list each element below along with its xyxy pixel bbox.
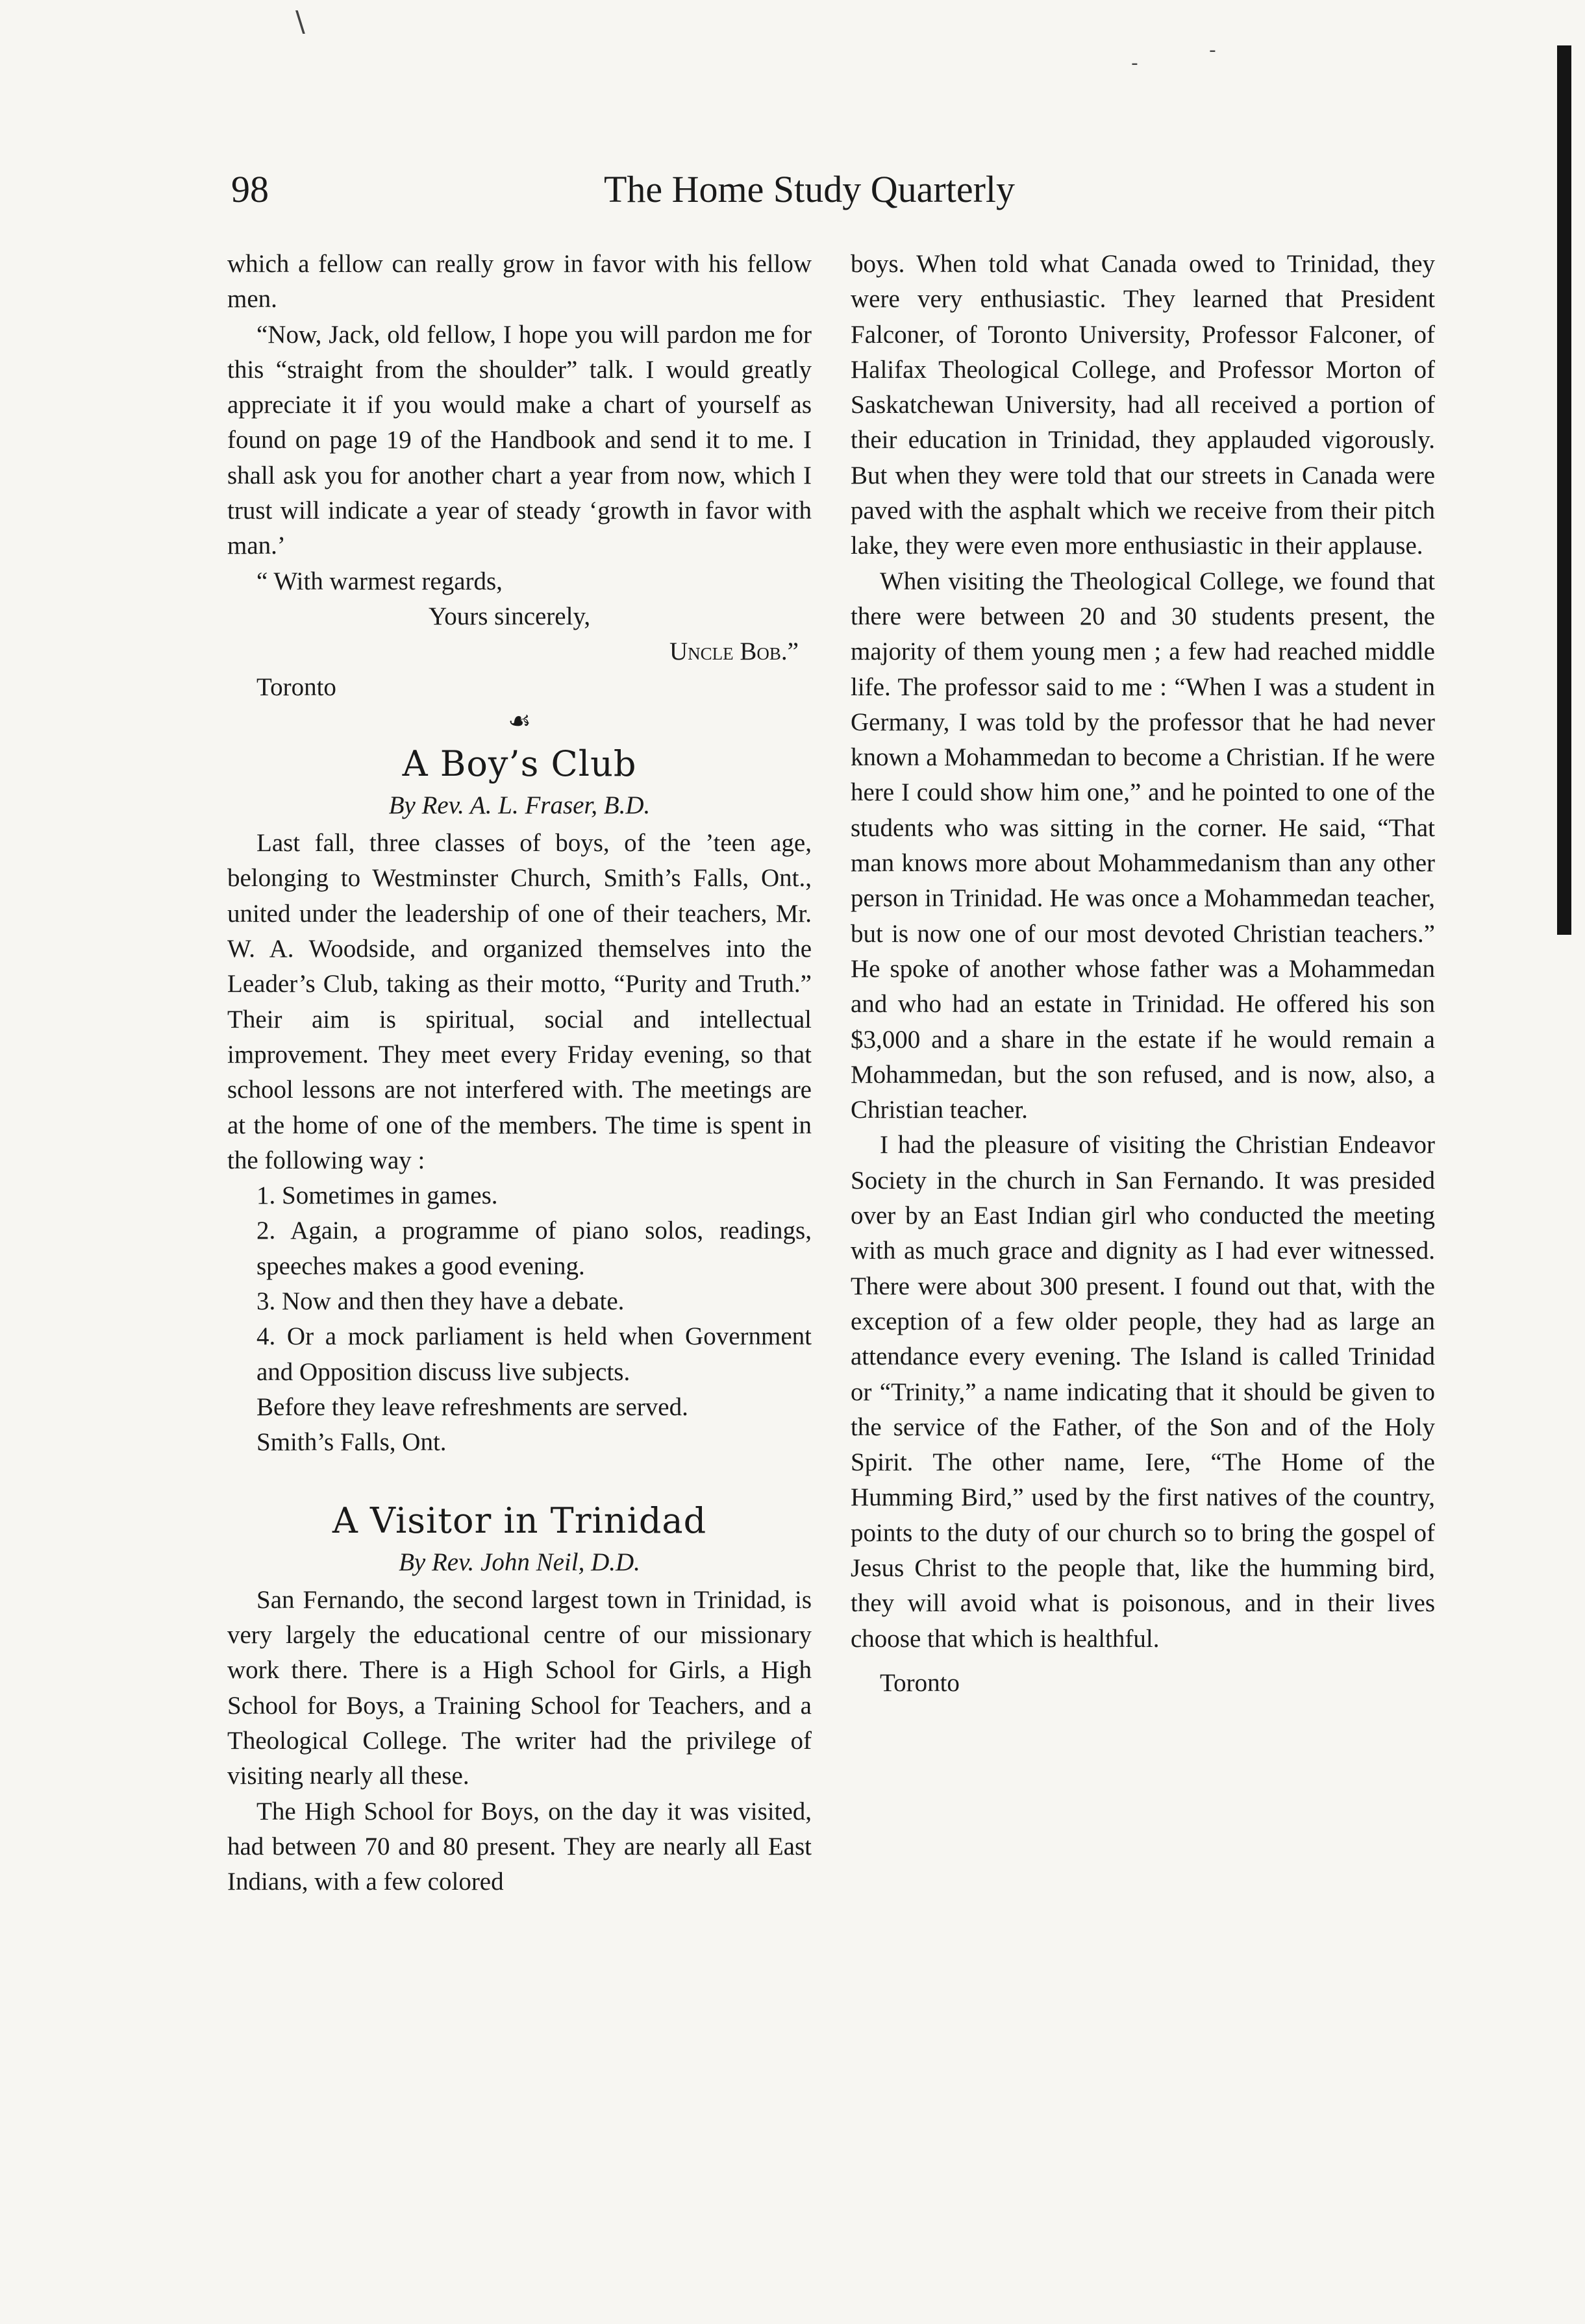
article-title: A Visitor in Trinidad — [332, 1500, 707, 1541]
article-paragraph: The High School for Boys, on the day it was visited, had between 70 and 80 present. They are nearly all East Indians, with a few colored — [227, 1797, 812, 1896]
running-title: The Home Study Quarterly — [604, 168, 1016, 210]
article-place: Smith’s Falls, Ont. — [256, 1428, 447, 1457]
article-paragraph: I had the pleasure of visiting the Christian Endeavor Society in the church in San Fernando. It was presided over by an East Indian girl who conducted the meeting with as much grace and dignity as I had ever witnessed. There were about 300 present. I found out that, with the exception of a few older people, they had as large an attendance every evening. The Island is called Trinidad or “Trinity,” a name indicating that it should be given to the service of the Father, of the Son and of the Holy Spirit. The other name, Iere, “The Home of the Humming Bird,” used by the first natives of the country, points to the duty of our church so to bring the gospel of Jesus Christ to the people that, like the humming bird, they will avoid what is poisonous, and in their lives choose that which is healthful. — [851, 1131, 1435, 1653]
article-paragraph: Last fall, three classes of boys, of the ’teen age, belonging to Westminster Church, Smith’s Falls, Ont., united under the leadership of one of their teachers, Mr. W. A. Woodside, and organized themselves into the Leader’s Club, taking as their motto, “Purity and Truth.” Their aim is spiritual, social and intellectual improvement. They meet every Friday evening, so that school lessons are not interfered with. The meetings are at the home of one of the members. The time is spent in the following way : — [227, 829, 812, 1174]
article-title: A Boy’s Club — [402, 743, 637, 784]
scan-mark: - — [1131, 52, 1138, 75]
scan-mark: - — [1209, 39, 1216, 62]
binding-shadow — [1557, 45, 1571, 935]
letter-paragraph: which a fellow can really grow in favor with his fellow men. — [227, 250, 812, 314]
page-header — [195, 167, 1377, 226]
letter-closing: Yours sincerely, — [429, 602, 591, 630]
article-paragraph: When visiting the Theological College, we found that there were between 20 and 30 students present, the majority of them young men ; a few had reached middle life. The professor said to me : “When I was a student in Germany, I was told by the professor that he had never known a Mohammedan to become a Christian. If he were here I could show him one,” and he pointed to one of the students who was sitting in the corner. He said, “That man knows more about Mohammedanism than any other person in Trinidad. He was once a Mohammedan teacher, but is now one of our most devoted Christian teachers.” He spoke of another whose father was a Mohammedan and who had an estate in Trinidad. He offered his son $3,000 and a share in the estate if he would remain a Mohammedan, but the son refused, and is now, also, a Christian teacher. — [851, 567, 1435, 1124]
right-column — [851, 247, 1435, 1701]
article-byline: By Rev. A. L. Fraser, B.D. — [388, 791, 651, 819]
letter-place: Toronto — [256, 673, 336, 701]
letter-regards: “ With warmest regards, — [256, 567, 503, 595]
ornament-icon: ☙ — [508, 706, 531, 736]
letter-signature: Uncle Bob.” — [669, 637, 799, 666]
left-column — [227, 247, 812, 1899]
article-byline: By Rev. John Neil, D.D. — [399, 1548, 640, 1576]
page-number: 98 — [231, 168, 269, 210]
list-item: 2. Again, a programme of piano solos, readings, speeches makes a good evening. — [256, 1217, 812, 1280]
list-item: 4. Or a mock parliament is held when Government and Opposition discuss live subjects. — [256, 1322, 812, 1386]
article-paragraph: Before they leave refreshments are served. — [256, 1392, 688, 1421]
letter-paragraph: “Now, Jack, old fellow, I hope you will pardon me for this “straight from the shoulder” talk. I would greatly appreciate it if you would make a chart of yourself as found on page 19 of the Handbook and send it to me. I shall ask you for another chart a year from now, which I trust will indicate a year of steady ‘growth in favor with man.’ — [227, 320, 812, 560]
article-place: Toronto — [880, 1668, 960, 1697]
article-paragraph: boys. When told what Canada owed to Trinidad, they were very enthusiastic. They learned that President Falconer, of Toronto University, Professor Falconer, of Halifax Theological College, and Professor Morton of Saskatchewan University, had all received a portion of their education in Trinidad, they applauded vigorously. But when they were told that our streets in Canada were paved with the asphalt which we receive from their pitch lake, they were even more enthusiastic in their applause. — [851, 250, 1435, 560]
list-item: 1. Sometimes in games. — [256, 1181, 498, 1210]
article-paragraph: San Fernando, the second largest town in Trinidad, is very largely the educational centre of our missionary work there. There is a High School for Girls, a High School for Boys, a Training School for Teachers, and a Theological College. The writer had the privilege of visiting nearly all these. — [227, 1585, 812, 1790]
scan-mark: \ — [295, 5, 305, 38]
list-item: 3. Now and then they have a debate. — [256, 1287, 625, 1316]
